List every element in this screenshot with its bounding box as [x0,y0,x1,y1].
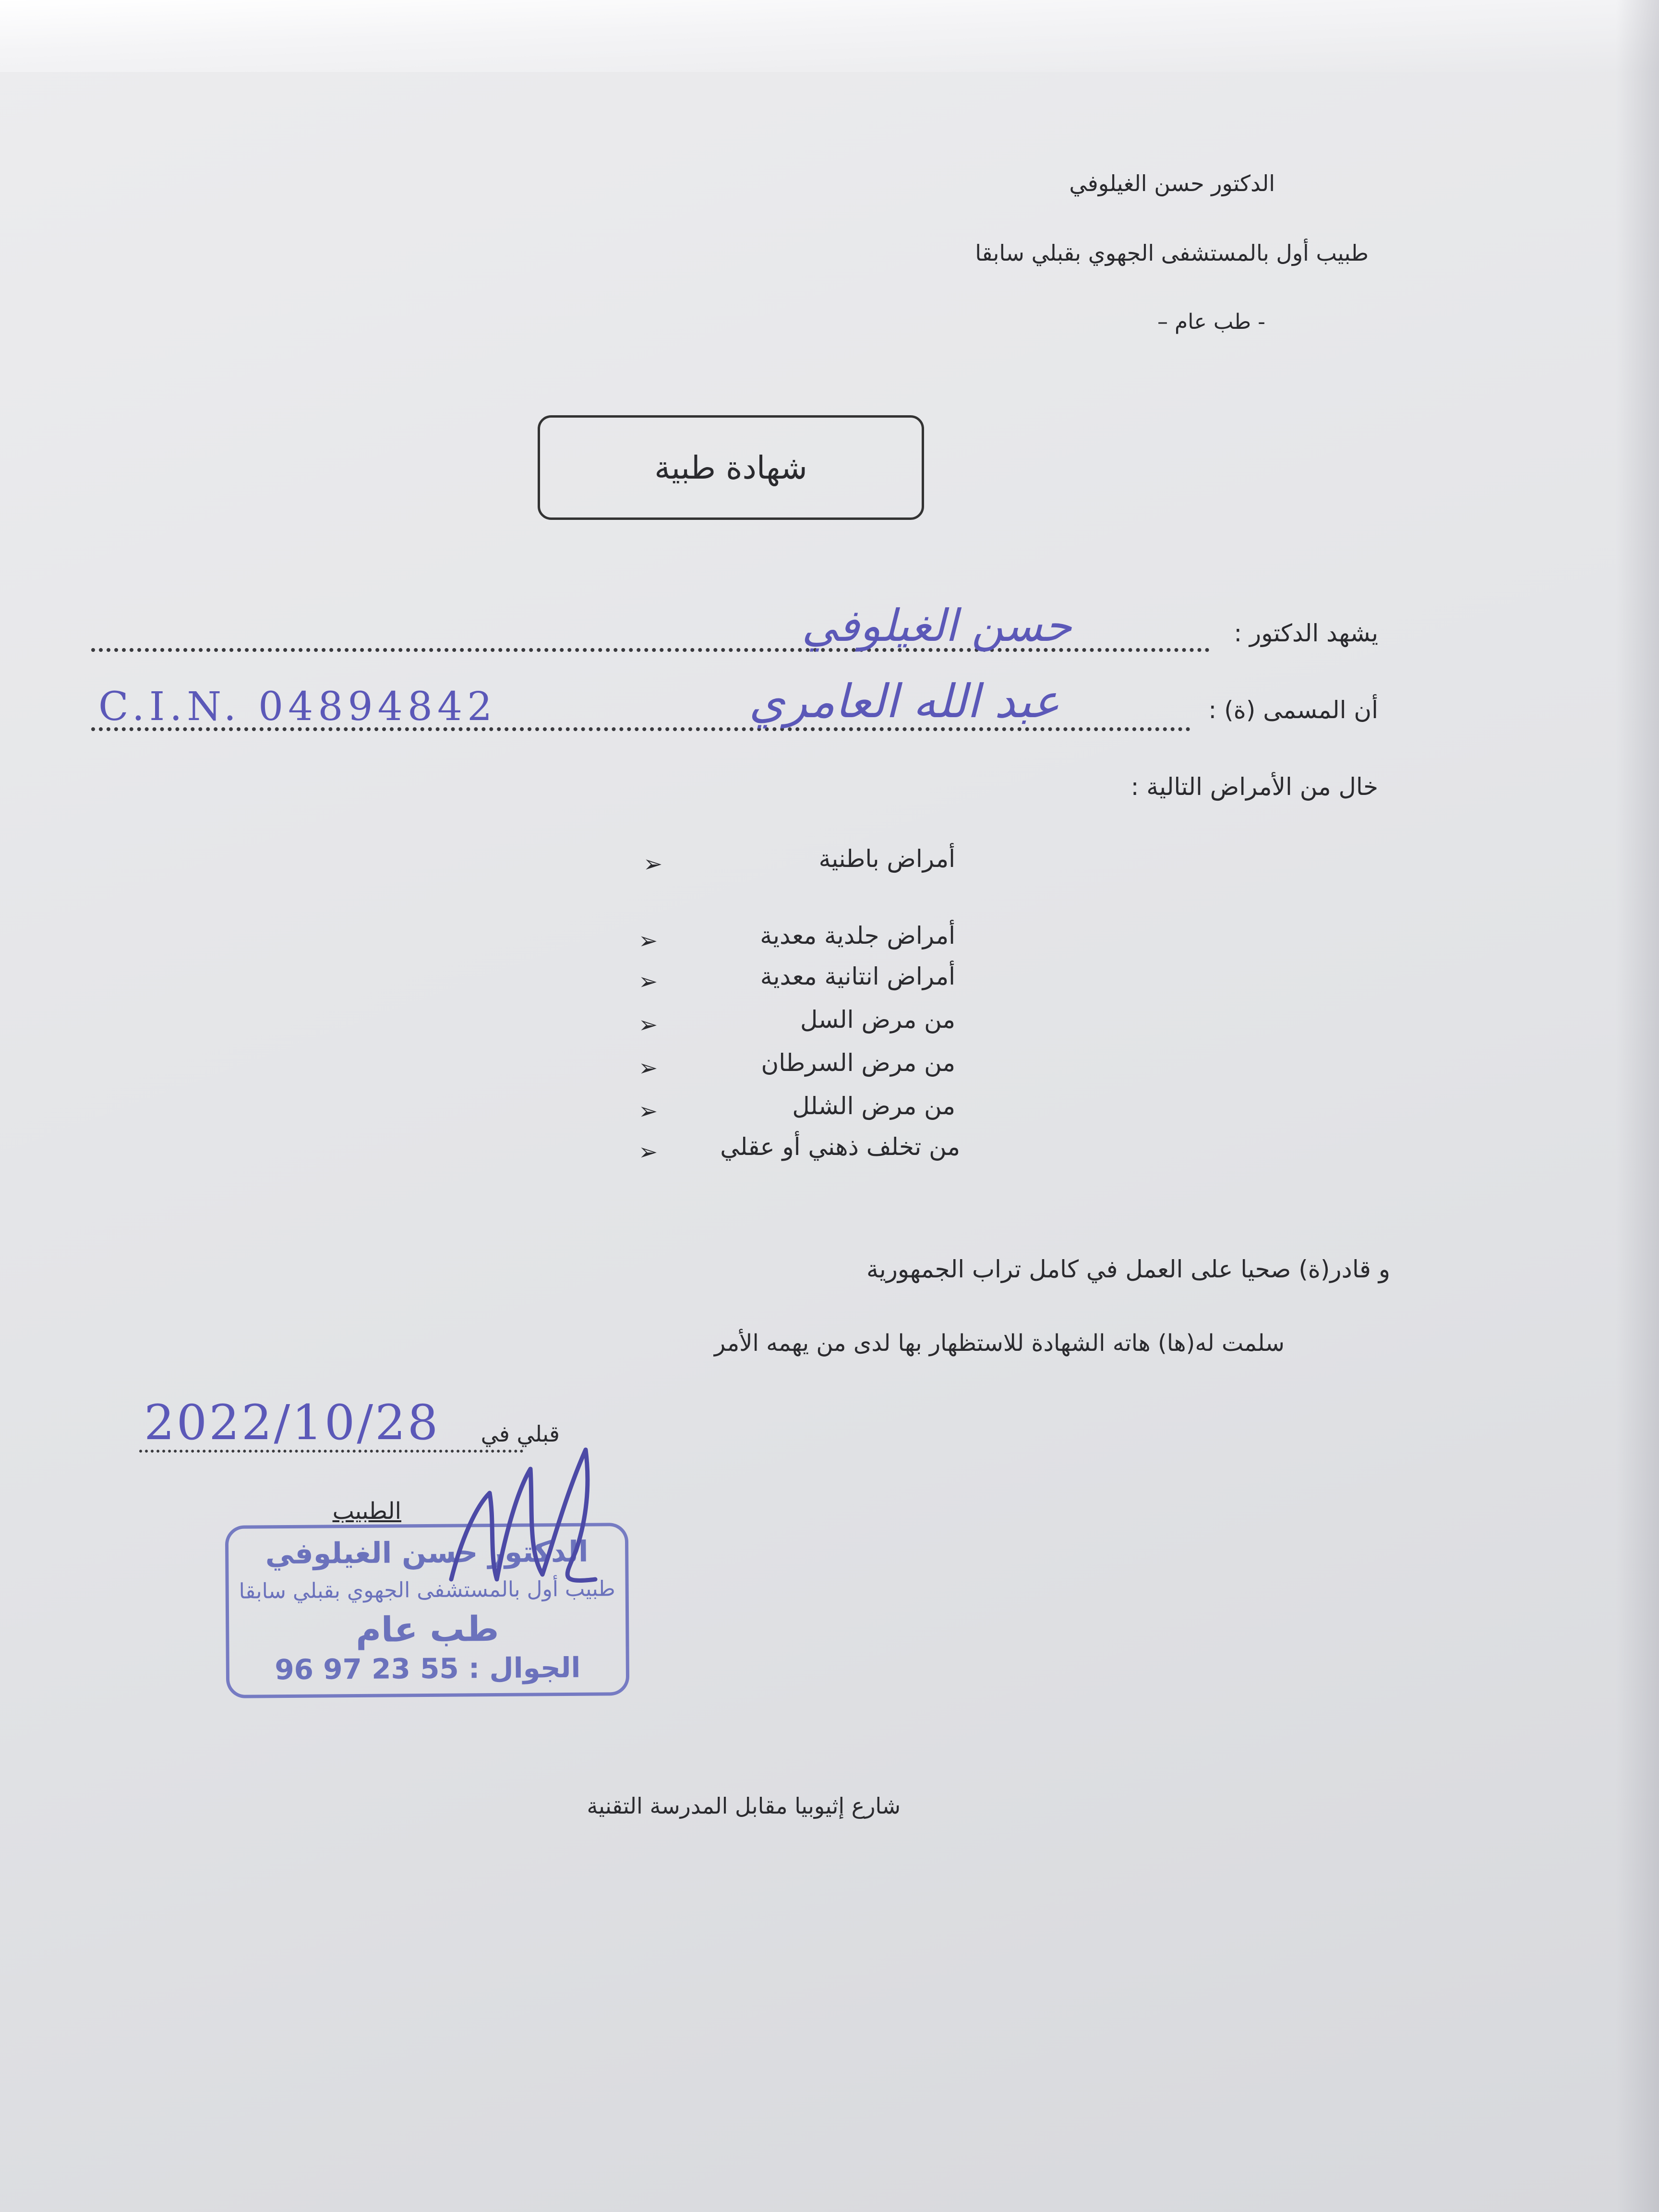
paper-right-shadow [1616,0,1659,2212]
patient-label: أن المسمى (ة) : [1208,696,1378,724]
list-item [624,922,955,960]
disease-label: من تخلف ذهني أو عقلي [720,1133,960,1161]
patient-handwritten-name: عبد الله العامري [749,674,1060,728]
disease-label: من مرض الشلل [792,1092,955,1120]
certificate-title-box [538,415,924,520]
arrow-bullet-icon: ➢ [638,968,658,995]
doctor-signature-label: الطبيب [332,1498,401,1525]
footer-address: شارع إثيوبيا مقابل المدرسة التقنية [587,1793,901,1819]
stamp-phone: الجوال : 55 23 97 96 [275,1651,581,1686]
stamp-doctor-name: الدكتور حسن الغيلوفي [265,1535,589,1571]
free-of-diseases-label: خال من الأمراض التالية : [1130,773,1378,801]
arrow-bullet-icon: ➢ [638,1011,658,1038]
doctor-title-header: طبيب أول بالمستشفى الجهوي بقبلي سابقا [975,240,1369,266]
doctor-handwritten-name: حسن الغيلوفي [802,600,1072,651]
delivery-statement: سلمت له(ها) هاته الشهادة للاستظهار بها لدى من يهمه الأمر [714,1330,1285,1357]
stamp-doctor-title: طبيب أول بالمستشفى الجهوي بقبلي سابقا [239,1576,615,1604]
disease-label: أمراض انتانية معدية [760,962,955,990]
list-item [624,1049,955,1087]
date-handwritten: 2022/10/28 [144,1395,440,1451]
arrow-bullet-icon: ➢ [638,927,658,954]
disease-label: أمراض باطنية [818,845,955,873]
list-item [624,962,955,1001]
doctor-label: يشهد الدكتور : [1234,619,1378,647]
arrow-bullet-icon: ➢ [638,1098,658,1125]
stamp-specialty: طب عام [355,1608,499,1650]
list-item [624,845,955,883]
list-item [624,1092,955,1130]
handwritten-signature [432,1435,634,1594]
list-item [624,1006,955,1044]
doctor-name-header: الدكتور حسن الغيلوفي [1069,170,1275,196]
place-label: قبلي في [481,1421,560,1447]
disease-label: أمراض جلدية معدية [760,922,955,950]
certificate-title: شهادة طبية [654,449,807,486]
specialty-header: - طب عام – [1157,310,1265,334]
arrow-bullet-icon: ➢ [638,1055,658,1082]
arrow-bullet-icon: ➢ [643,851,663,878]
disease-label: من مرض السرطان [761,1049,955,1077]
paper-top-edge [0,0,1659,72]
disease-label: من مرض السل [800,1006,955,1034]
arrow-bullet-icon: ➢ [638,1139,658,1166]
list-item [624,1133,960,1171]
fitness-statement: و قادر(ة) صحيا على العمل في كامل تراب الجمهورية [866,1255,1390,1283]
cin-handwritten: C.I.N. 04894842 [98,684,497,730]
